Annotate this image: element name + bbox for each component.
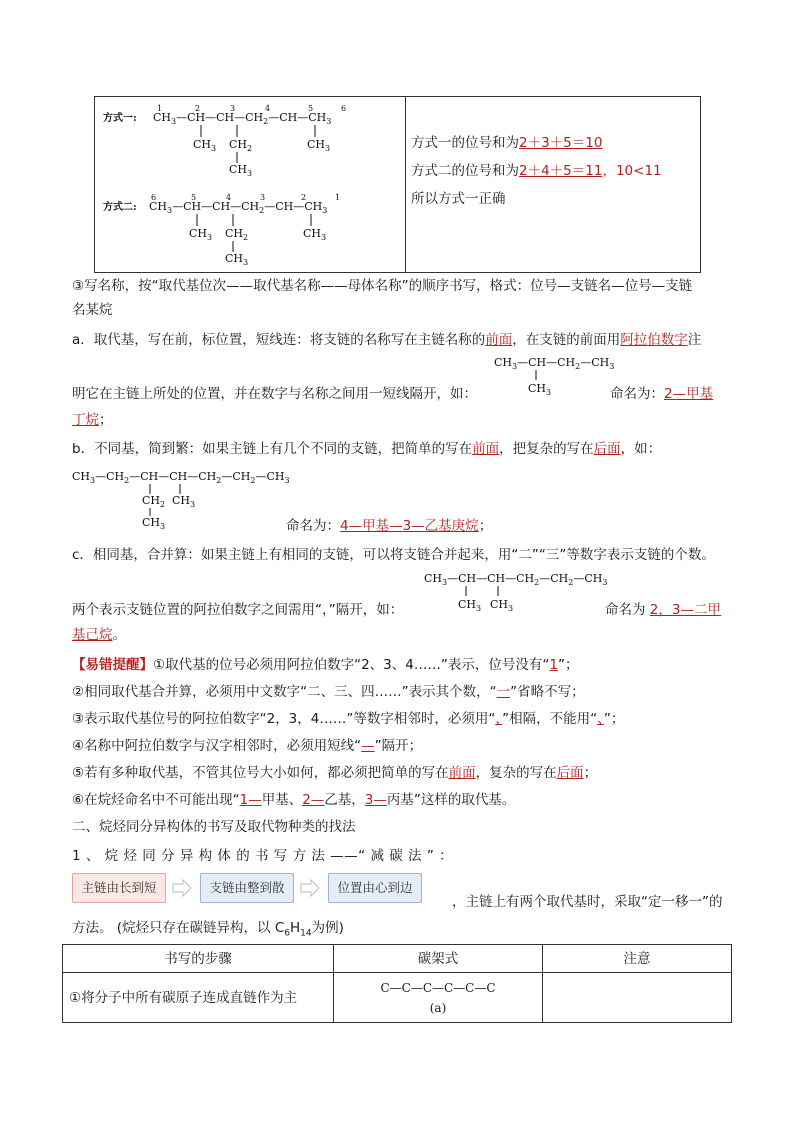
m1-num: 3 (230, 104, 236, 113)
svg-text:CH3: $CH_3$ (303, 227, 327, 242)
method1-label: 方式一: (103, 113, 137, 124)
table-cell-note (543, 973, 732, 1023)
rule3-line1: ③写名称，按“取代基位次——取代基名称——母体名称”的顺序书写，格式：位号—支链名—位号—支链 (72, 278, 693, 294)
svg-text:CH3—CH—CH—CH2—CH2—CH3: $CH_3—CH—CH—CH_2—CH_2—CH_3$ (424, 572, 608, 587)
tip-3: ③表示取代基位号的阿拉伯数字“2，3，4……”等数字相邻时，必须用“，”相隔，不能用“、”； (72, 711, 625, 727)
method2-label: 方式二: (103, 202, 137, 213)
svg-text:CH2: $CH_2$ (225, 227, 249, 242)
rule-b-answer: 命名为：4—甲基—3—乙基庚烷； (286, 518, 493, 534)
m1-main-chain: $CH_3—CH—CH—CH_2—CH—CH_3$ (153, 111, 332, 126)
m2-num: 1 (335, 193, 341, 202)
sum2-value: 2＋4＋5＝11 (519, 163, 603, 179)
svg-text:CH3: $CH_3$ (225, 252, 249, 267)
tips-title: 【易错提醒】 (72, 657, 153, 673)
svg-text:CH3: $CH_3$ (458, 598, 482, 613)
m1-num: 1 (157, 104, 163, 113)
table-header: 注意 (543, 945, 732, 973)
m2-num: 5 (191, 193, 197, 202)
rule-b-line1: b．不同基，简到繁：如果主链上有几个不同的支链，把简单的写在前面，把复杂的写在后面，如： (72, 441, 662, 457)
m1-num: 4 (265, 104, 271, 113)
svg-text:CH3: $CH_3$ (307, 138, 331, 153)
svg-text:CH2: $CH_2$ (229, 138, 253, 153)
m2-num: 3 (260, 193, 266, 202)
section2-method-line: 方法。 (烷烃只存在碳链异构，以 $C_6H_{14}$为例) (72, 920, 344, 939)
rule-c-answer-cont: 基己烷。 (72, 627, 126, 643)
rule3-line2: 名某烷 (72, 302, 113, 318)
svg-text:CH3: $CH_3$ (229, 163, 253, 178)
tip-5: ⑤若有多种取代基，不管其位号大小如何，都必须把简单的写在前面，复杂的写在后面； (72, 765, 598, 781)
steps-table (62, 944, 732, 1023)
skeleton-label: (a) (429, 1000, 447, 1015)
m1-num: 5 (308, 104, 314, 113)
m2-num: 6 (151, 193, 157, 202)
m2-num: 2 (301, 193, 307, 202)
sum2-label: 方式二的位号和为 (411, 163, 519, 179)
sum2-compare: ，10<11 (602, 163, 662, 179)
method-structures (95, 97, 403, 272)
method-divider (405, 97, 406, 272)
flow-step-2: 支链由整到散 (200, 873, 294, 903)
rule-a-line2: 明它在主链上所处的位置，并在数字与名称之间用一短线隔开，如： (72, 386, 477, 402)
m2-main-chain: $CH_3—CH—CH—CH_2—CH—CH_3$ (149, 200, 328, 215)
sum1-value: 2＋3＋5＝10 (519, 135, 603, 151)
rule-a-answer-cont: 丁烷； (72, 412, 113, 428)
svg-text:CH3: $CH_3$ (189, 227, 213, 242)
example-c-formula (422, 568, 622, 614)
m1-num: 2 (195, 104, 201, 113)
tip-6: ⑥在烷烃命名中不可能出现“1—甲基、2—乙基，3—丙基”这样的取代基。 (72, 792, 516, 808)
section2-title: 二、烷烃同分异构体的书写及取代物种类的找法 (72, 819, 356, 835)
method-comparison-box (94, 96, 701, 273)
flow-step-1: 主链由长到短 (72, 873, 166, 903)
svg-text:CH3—CH2—CH—CH—CH2—CH2—CH3: $CH_3—CH_2—CH—CH—CH_2—CH_2—CH_3$ (72, 470, 290, 485)
table-header: 书写的步骤 (63, 945, 334, 973)
table-cell-step: ①将分子中所有碳原子连成直链作为主 (63, 973, 334, 1023)
svg-text:CH3—CH—CH2—CH3: $CH_3—CH—CH_2—CH_3$ (494, 356, 615, 371)
tip-2: ②相同取代基合并算，必须用中文数字“二、三、四……”表示其个数，“一”省略不写； (72, 684, 585, 700)
table-header: 碳架式 (334, 945, 543, 973)
svg-text:CH2: $CH_2$ (142, 494, 166, 509)
sum1-label: 方式一的位号和为 (411, 135, 519, 151)
svg-text:CH3: $CH_3$ (172, 494, 196, 509)
rule-c-line2: 两个表示支链位置的阿拉伯数字之间需用“，”隔开，如： (72, 602, 404, 618)
svg-text:CH3: $CH_3$ (490, 598, 514, 613)
m2-num: 4 (226, 193, 232, 202)
table-cell-skeleton (334, 973, 543, 1023)
m1-num: 6 (341, 104, 347, 113)
section2-sub1: 1 、 烷 烃 同 分 异 构 体 的 书 写 方 法 ——“ 减 碳 法 ” ： (72, 848, 454, 864)
rule-c-line1: c．相同基，合并算：如果主链上有相同的支链，可以将支链合并起来，用“二”“三”等数字表示支链的个数。 (72, 547, 715, 563)
flow-diagram (72, 873, 442, 905)
rule-c-answer: 命名为 2，3—二甲 (605, 602, 721, 618)
svg-text:CH3: $CH_3$ (528, 382, 552, 397)
conclusion-text: 所以方式一正确 (411, 191, 506, 207)
example-b-formula (70, 466, 300, 530)
tip-4: ④名称中阿拉伯数字与汉字相邻时，必须用短线“—”隔开； (72, 738, 423, 754)
rule-a-answer: 命名为：2—甲基 (610, 386, 714, 402)
flow-arrow-icon (172, 879, 192, 897)
svg-text:CH3: $CH_3$ (142, 516, 166, 530)
flow-caption: ，主链上有两个取代基时，采取“定一移一”的 (452, 894, 723, 910)
tip-1: 【易错提醒】①取代基的位号必须用阿拉伯数字“2、3、4……”表示，位号没有“1”； (72, 657, 579, 673)
rule-a-line1: a．取代基，写在前，标位置，短线连：将支链的名称写在主链名称的前面，在支链的前面用阿拉伯数字注 (72, 332, 702, 348)
method-conclusion (411, 131, 662, 211)
flow-step-3: 位置由心到边 (328, 873, 422, 903)
carbon-skeleton: C—C—C—C—C—C (380, 980, 496, 995)
svg-text:CH3: $CH_3$ (193, 138, 217, 153)
flow-arrow-icon (300, 879, 320, 897)
